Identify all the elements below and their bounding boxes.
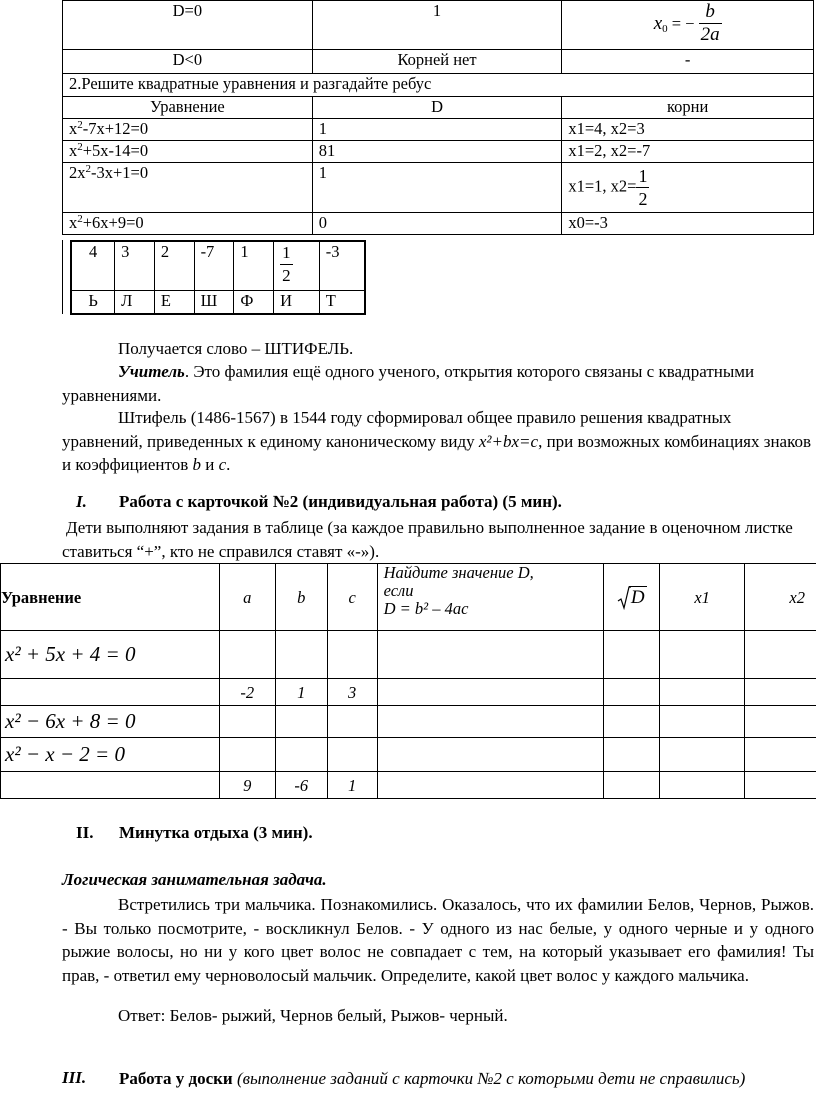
card-equation: x² + 5x + 4 = 0: [1, 631, 220, 679]
section-1-heading: I.: [76, 492, 87, 511]
table-row: [1, 738, 816, 772]
rebus-letter: Ь: [71, 290, 115, 314]
d-cell: 81: [312, 141, 562, 163]
rebus-letter: Ш: [194, 290, 234, 314]
section-3-text: Работа у доски (выполнение заданий с карточки №2 с которыми дети не справились): [119, 1069, 746, 1088]
roots-cell: x1=1, x2= $\frac{1}{2}$: [562, 163, 814, 213]
d-negative-label: D<0: [63, 50, 313, 74]
d-negative-count: Корней нет: [312, 50, 562, 74]
card-a: -2: [219, 679, 275, 706]
card-header-b: b: [275, 564, 327, 631]
table-row: [63, 213, 814, 235]
card-header-c: c: [327, 564, 377, 631]
header-d: D: [312, 97, 562, 119]
card-c: [327, 706, 377, 738]
table-row: [1, 706, 816, 738]
table-row: [1, 631, 816, 679]
equation-cell: $x^2+5x-14=0$: [63, 141, 313, 163]
card-header-sqrt-d: [604, 564, 660, 631]
task-heading: 2.Решите квадратные уравнения и разгадайте ребус: [63, 74, 814, 97]
header-roots: корни: [562, 97, 814, 119]
rebus-number-fraction: $\frac{1}{2}$: [274, 241, 320, 290]
card-header-equation: Уравнение: [1, 564, 220, 631]
card-c: [327, 738, 377, 772]
stifel-paragraph: Штифель (1486-1567) в 1544 году сформировал общее правило решения квадратных уравнений, приведенных к единому каноническому виду x²+bx=c, при возможных комбинациях знаков и коэффициентов b и c.: [62, 408, 812, 474]
card-table: [0, 563, 816, 799]
table-row: [63, 141, 814, 163]
card-a: [219, 631, 275, 679]
equation-cell: $x^2+6x+9=0$: [63, 213, 313, 235]
logic-answer: Ответ: Белов- рыжий, Чернов белый, Рыжов- черный.: [118, 1006, 508, 1025]
d-cell: 1: [312, 119, 562, 141]
roots-table: [62, 0, 814, 235]
card-b: [275, 738, 327, 772]
card-equation: x² − x − 2 = 0: [1, 738, 220, 772]
logic-task-text: Встретились три мальчика. Познакомились. Оказалось, что их фамилии Белов, Чернов, Рыжов. - Вы только посмотрите, - воскликнул Белов. - У одного из нас белые, у одного черные и у одного рыжие волосы, но ни у кого цвет волос не совпадает с тем, на который указывает его фамилия! Ты прав, - ответил ему черноволосый мальчик. Определите, какой цвет волос у каждого мальчика.: [62, 895, 814, 985]
roots-cell: x1=2, x2=-7: [562, 141, 814, 163]
card-c: 3: [327, 679, 377, 706]
rebus-number: 1: [234, 241, 274, 290]
rebus-letter: Т: [319, 290, 365, 314]
rebus-letter: Е: [154, 290, 194, 314]
logic-task-title: Логическая занимательная задача.: [62, 870, 327, 889]
roots-cell: x1=4, x2=3: [562, 119, 814, 141]
section-1-title: Работа с карточкой №2 (индивидуальная работа) (5 мин).: [119, 492, 562, 511]
table-row: [63, 119, 814, 141]
sqrt-icon: D: [617, 588, 647, 607]
teacher-paragraph: Учитель. Это фамилия ещё одного ученого, открытия которого связаны с квадратными уравнениями.: [62, 362, 755, 405]
card-equation: [1, 772, 220, 799]
card-a: 9: [219, 772, 275, 799]
section-2-title: Минутка отдыха (3 мин).: [119, 823, 313, 842]
card-b: [275, 631, 327, 679]
section-1-text: Дети выполняют задания в таблице (за каждое правильно выполненное задание в оценочном листке ставиться “+”, кто не справился ставят «-»).: [62, 518, 793, 561]
card-equation: [1, 679, 220, 706]
card-header-x1: x1: [660, 564, 745, 631]
section-3-heading: III.: [62, 1068, 87, 1087]
card-b: [275, 706, 327, 738]
table-row: [63, 163, 814, 213]
table-row: [1, 772, 816, 799]
card-a: [219, 738, 275, 772]
d-zero-formula: $x_0$ = − $\frac{b}{2a}$: [562, 1, 814, 50]
card-header-a: a: [219, 564, 275, 631]
rebus-left-rule: [62, 240, 63, 314]
rebus-number: 3: [115, 241, 155, 290]
card-c: [327, 631, 377, 679]
header-equation: Уравнение: [63, 97, 313, 119]
card-equation: x² − 6x + 8 = 0: [1, 706, 220, 738]
card-header-find-d: Найдите значение D, если D = b² – 4ac: [377, 564, 604, 631]
card-header-x2: x2: [745, 564, 816, 631]
rebus-letter: Ф: [234, 290, 274, 314]
d-cell: 1: [312, 163, 562, 213]
rebus-table: [70, 240, 366, 315]
rebus-number: -3: [319, 241, 365, 290]
rebus-number: -7: [194, 241, 234, 290]
card-header-row: [1, 564, 816, 631]
word-line: Получается слово – ШТИФЕЛЬ.: [118, 339, 354, 358]
card-b: -6: [275, 772, 327, 799]
section-2-heading: II.: [76, 823, 94, 842]
card-a: [219, 706, 275, 738]
rebus-letter: И: [274, 290, 320, 314]
card-c: 1: [327, 772, 377, 799]
d-zero-label: D=0: [63, 1, 313, 50]
rebus-letter: Л: [115, 290, 155, 314]
equation-cell: $2x^2-3x+1=0$: [63, 163, 313, 213]
rebus-number: 4: [71, 241, 115, 290]
card-b: 1: [275, 679, 327, 706]
equation-cell: $x^2-7x+12=0$: [63, 119, 313, 141]
d-negative-formula: -: [562, 50, 814, 74]
table-row: [1, 679, 816, 706]
rebus-number: 2: [154, 241, 194, 290]
d-zero-count: 1: [312, 1, 562, 50]
roots-cell: x0=-3: [562, 213, 814, 235]
d-cell: 0: [312, 213, 562, 235]
